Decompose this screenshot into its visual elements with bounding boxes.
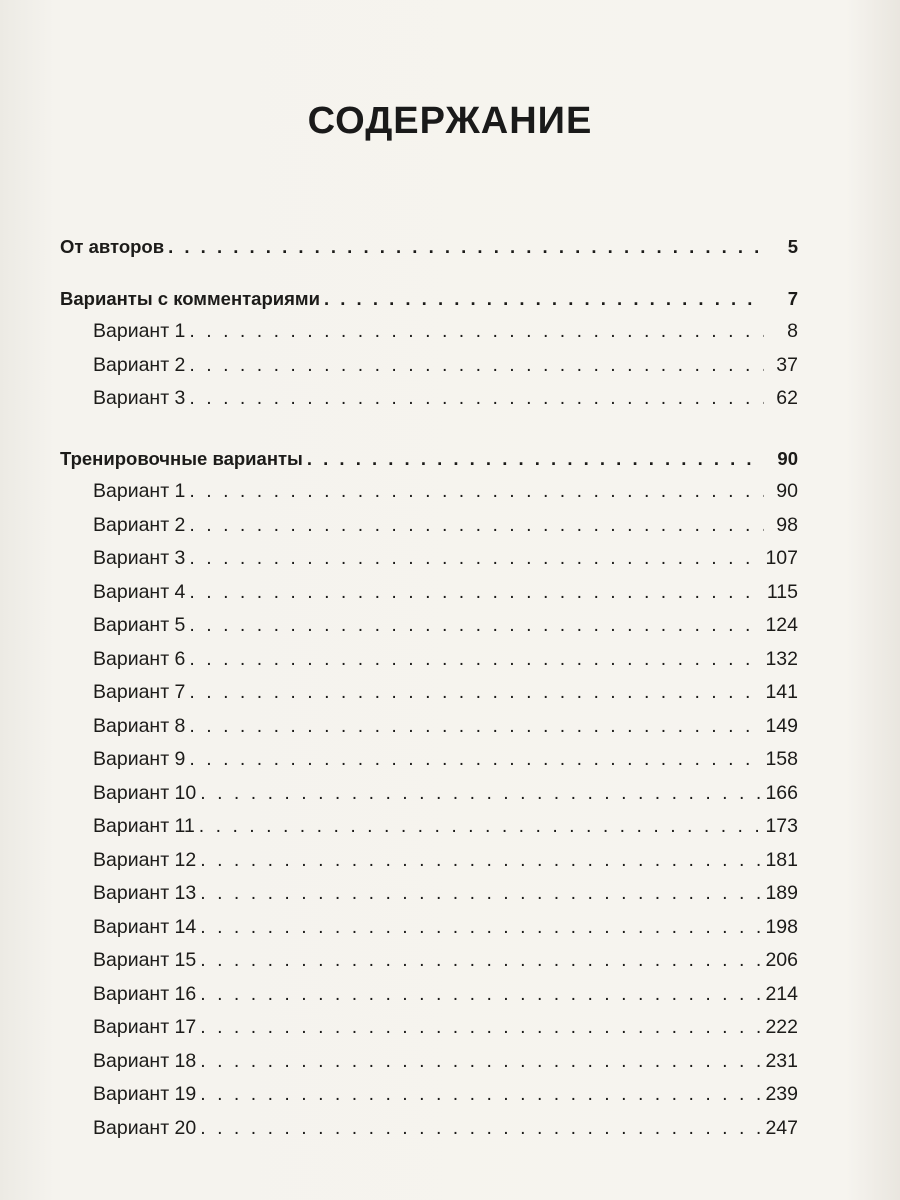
toc-entry-label: От авторов (60, 236, 165, 257)
toc-page-number: 90 (777, 447, 798, 469)
toc-entry-label: Вариант 2 (93, 353, 186, 376)
toc-entry (60, 911, 798, 945)
toc-entry-label: Вариант 13 (93, 882, 197, 904)
toc-entry (60, 944, 798, 978)
toc-commented-list (60, 315, 798, 416)
toc-entry (60, 609, 798, 643)
dot-leader (189, 576, 763, 610)
toc-entry-label: Вариант 8 (93, 714, 186, 737)
dot-leader (200, 911, 761, 945)
toc-page-number: 166 (765, 781, 798, 804)
toc-entry (60, 1112, 798, 1146)
dot-leader (324, 282, 764, 316)
toc-page-number: 98 (776, 513, 798, 536)
toc-entry-label: Вариант 14 (93, 915, 197, 938)
toc-page-number: 214 (765, 982, 798, 1005)
toc-entry (60, 1011, 798, 1045)
toc-entry-label: Вариант 7 (93, 681, 186, 703)
toc-page-number: 5 (787, 236, 798, 257)
toc-entry-label: Вариант 11 (93, 815, 195, 837)
toc-page-number: 62 (776, 387, 798, 409)
toc-page-number: 189 (765, 882, 798, 904)
toc-entry-label: Вариант 16 (93, 982, 197, 1005)
dot-leader (200, 1011, 761, 1045)
dot-leader (189, 349, 764, 383)
toc-entry-label: Вариант 1 (93, 320, 186, 342)
toc-entry-label: Вариант 6 (93, 647, 186, 670)
page-title: СОДЕРЖАНИЕ (307, 100, 593, 142)
toc-page-number: 107 (765, 547, 798, 569)
toc-page-number: 198 (765, 915, 798, 938)
toc-entry (60, 542, 798, 576)
toc-entry (60, 349, 798, 383)
toc-page-number: 37 (776, 353, 798, 376)
toc-page-number: 90 (776, 480, 798, 502)
toc-section-label: Тренировочные варианты (60, 447, 303, 469)
toc-page-number: 8 (787, 320, 798, 342)
dot-leader (189, 315, 764, 349)
toc-page-number: 206 (765, 949, 798, 971)
dot-leader (199, 810, 762, 844)
toc-entry (60, 810, 798, 844)
toc-entry-label: Вариант 15 (93, 949, 197, 971)
toc-entry-label: Вариант 5 (93, 614, 186, 636)
toc-entry (60, 1045, 798, 1079)
toc-page-number: 222 (765, 1016, 798, 1038)
toc-page-number: 141 (765, 681, 798, 703)
toc-entry-label: Вариант 3 (93, 387, 186, 409)
toc-page-number: 181 (765, 848, 798, 871)
toc-entry (60, 676, 798, 710)
dot-leader (200, 1045, 761, 1079)
toc-entry (60, 844, 798, 878)
toc-entry-label: Вариант 17 (93, 1016, 197, 1038)
toc-page-number: 158 (765, 748, 798, 770)
toc-entry-label: Вариант 3 (93, 547, 186, 569)
dot-leader (200, 844, 761, 878)
toc-entry-label: Вариант 4 (93, 580, 186, 603)
toc-entry (60, 509, 798, 543)
dot-leader (307, 442, 764, 476)
toc-entry-label: Вариант 12 (93, 848, 197, 871)
dot-leader (200, 978, 761, 1012)
dot-leader (200, 777, 761, 811)
toc-entry (60, 710, 798, 744)
toc-entry (60, 1078, 798, 1112)
dot-leader (200, 1078, 761, 1112)
toc-training-list (60, 475, 798, 1145)
toc-entry-label: Вариант 2 (93, 513, 186, 536)
toc-entry (60, 978, 798, 1012)
toc-page-number: 115 (766, 580, 798, 603)
toc-page-number: 173 (765, 815, 798, 837)
toc-page-number: 132 (765, 647, 798, 670)
toc-page-number: 239 (765, 1083, 798, 1105)
toc-entry (60, 777, 798, 811)
toc-entry-label: Вариант 10 (93, 781, 197, 804)
toc-entry (60, 877, 798, 911)
dot-leader (189, 710, 761, 744)
toc-entry (60, 475, 798, 509)
dot-leader (189, 643, 761, 677)
toc-entry-label: Вариант 18 (93, 1049, 197, 1072)
toc-page-number: 149 (765, 714, 798, 737)
toc-entry-authors (60, 230, 798, 264)
toc-entry (60, 643, 798, 677)
toc-page-number: 7 (787, 287, 798, 309)
toc-entry (60, 382, 798, 416)
dot-leader (200, 944, 761, 978)
dot-leader (189, 676, 761, 710)
table-of-contents (60, 230, 798, 1145)
toc-entry-label: Вариант 9 (93, 748, 186, 770)
dot-leader (189, 382, 764, 416)
toc-page-number: 247 (765, 1116, 798, 1139)
toc-page-number: 124 (765, 614, 798, 636)
dot-leader (189, 609, 761, 643)
toc-section-commented (60, 282, 798, 316)
toc-entry-label: Вариант 19 (93, 1083, 197, 1105)
toc-section-training (60, 442, 798, 476)
toc-entry (60, 576, 798, 610)
toc-entry-label: Вариант 1 (93, 480, 186, 502)
dot-leader (189, 475, 764, 509)
toc-entry-label: Вариант 20 (93, 1116, 197, 1139)
dot-leader (200, 1112, 761, 1146)
dot-leader (189, 743, 761, 777)
dot-leader (168, 230, 764, 264)
dot-leader (200, 877, 761, 911)
toc-section-label: Варианты с комментариями (60, 287, 320, 309)
toc-entry (60, 743, 798, 777)
toc-page-number: 231 (765, 1049, 798, 1072)
dot-leader (189, 509, 764, 543)
toc-entry (60, 315, 798, 349)
dot-leader (189, 542, 761, 576)
